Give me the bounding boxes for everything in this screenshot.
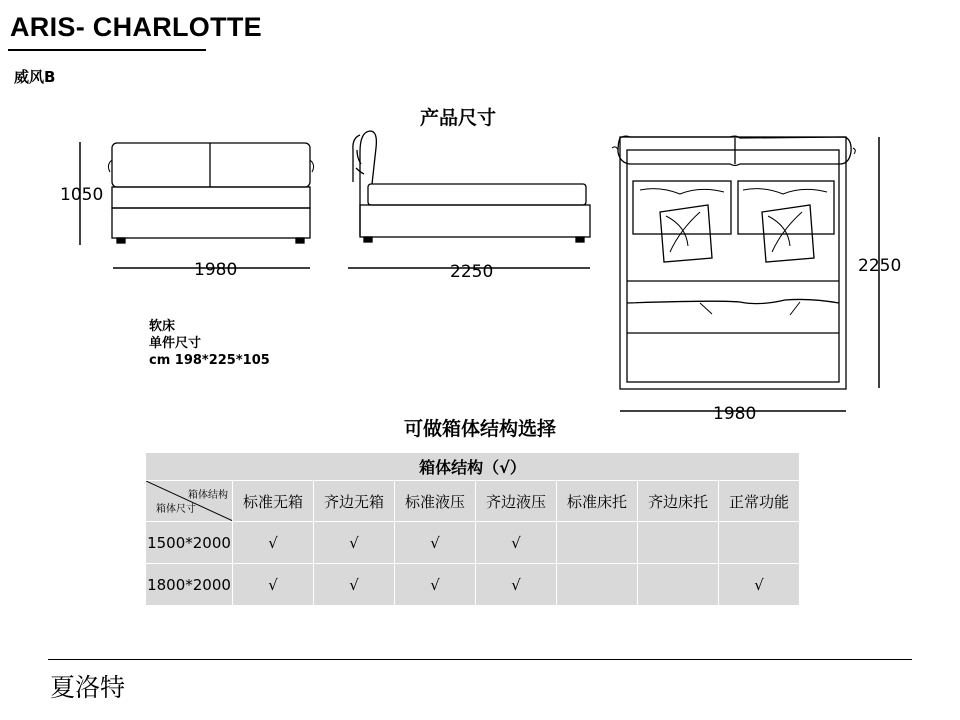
column-header: 正常功能 <box>719 481 800 522</box>
column-header: 标准液压 <box>395 481 476 522</box>
table-cell: √ <box>314 522 395 564</box>
structure-table <box>145 452 800 606</box>
corner-top-label: 箱体结构 <box>188 490 228 501</box>
table-cell: √ <box>719 564 800 606</box>
spec-block <box>149 318 270 369</box>
model-name: 威风B <box>14 68 56 86</box>
front-view-drawing <box>80 142 314 268</box>
row-size: 1500*2000 <box>146 522 233 564</box>
table-cell: √ <box>395 564 476 606</box>
footer-divider <box>48 659 912 660</box>
corner-cell <box>146 481 233 522</box>
spec-type: 软床 <box>149 319 176 334</box>
table-cell: √ <box>314 564 395 606</box>
column-header: 齐边无箱 <box>314 481 395 522</box>
side-view-drawing <box>348 131 590 268</box>
table-cell: √ <box>395 522 476 564</box>
top-length-label: 2250 <box>858 256 902 276</box>
column-header: 标准无箱 <box>233 481 314 522</box>
table-cell: √ <box>476 522 557 564</box>
table-cell: √ <box>233 564 314 606</box>
table-caption: 箱体结构（√） <box>146 453 800 481</box>
structure-heading: 可做箱体结构选择 <box>403 418 556 440</box>
table-row <box>146 564 800 606</box>
spec-size-label: 单件尺寸 <box>149 336 202 351</box>
top-view-drawing <box>612 136 879 411</box>
table-cell <box>719 522 800 564</box>
side-length-label: 2250 <box>450 262 494 282</box>
table-cell <box>638 564 719 606</box>
column-header: 标准床托 <box>557 481 638 522</box>
table-cell: √ <box>476 564 557 606</box>
table-cell <box>557 522 638 564</box>
spec-dimensions: cm 198*225*105 <box>149 353 270 368</box>
footer-product-name: 夏洛特 <box>50 673 126 702</box>
product-size-heading: 产品尺寸 <box>419 107 496 129</box>
top-width-label: 1980 <box>713 404 757 424</box>
table-cell <box>638 522 719 564</box>
front-width-label: 1980 <box>194 260 238 280</box>
front-height-label: 1050 <box>60 185 104 205</box>
column-header: 齐边床托 <box>638 481 719 522</box>
row-size: 1800*2000 <box>146 564 233 606</box>
brand-title: ARIS- CHARLOTTE <box>10 12 262 42</box>
table-cell: √ <box>233 522 314 564</box>
table-cell <box>557 564 638 606</box>
table-row <box>146 522 800 564</box>
column-header: 齐边液压 <box>476 481 557 522</box>
corner-bottom-label: 箱体尺寸 <box>156 504 196 515</box>
